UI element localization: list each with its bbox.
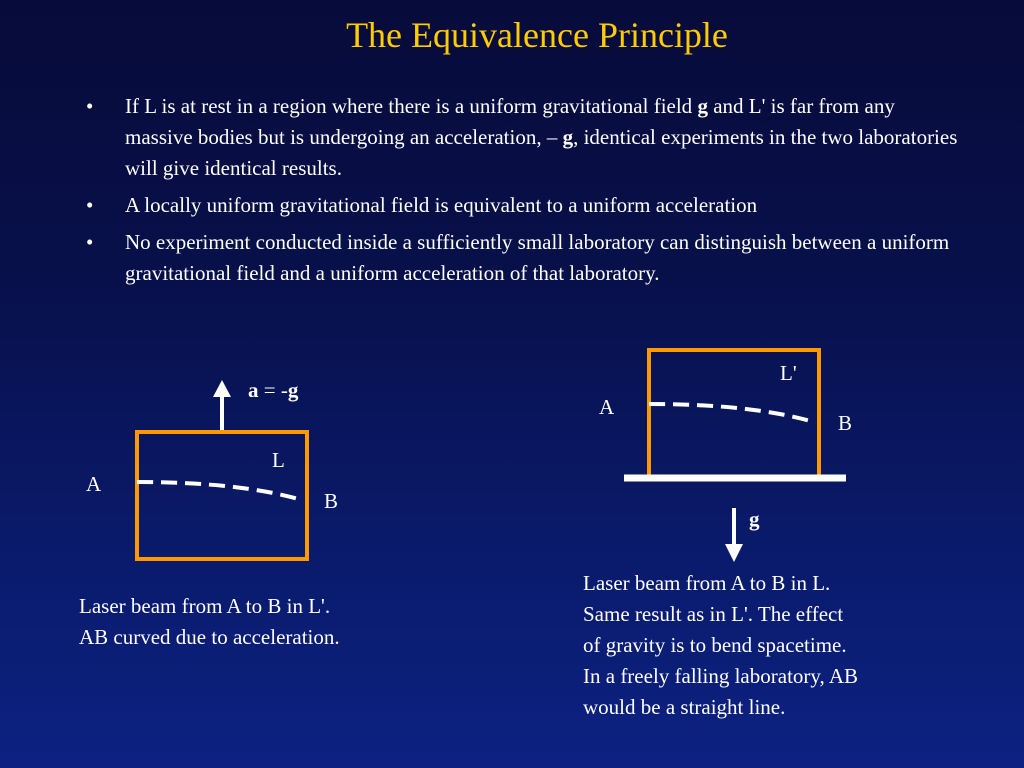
slide-title: The Equivalence Principle <box>346 15 728 55</box>
bullet-text: If L is at rest in a region where there is a uniform gravitational field <box>125 94 698 118</box>
bullet-text: , identical experiments in the two laboratories will give identical results. <box>125 125 958 180</box>
accelerating-lab-diagram <box>86 378 338 559</box>
bullet-dot: • <box>86 193 94 217</box>
laser-beam-curved <box>649 404 814 422</box>
bullet-dot: • <box>86 230 94 254</box>
bold-symbol: g <box>697 94 708 118</box>
bold-symbol: g <box>562 125 574 149</box>
gravity-arrow-head <box>725 544 743 562</box>
bullet-dot: • <box>86 94 94 118</box>
lab-l-label: L <box>272 448 285 472</box>
point-b-label: B <box>838 411 853 435</box>
bullet-text: A locally uniform gravitational field is equivalent to a uniform acceleration <box>125 193 758 217</box>
bullet-text: and L' is far from any massive bodies but is undergoing an acceleration, – <box>125 94 895 149</box>
point-a-label: A <box>86 472 102 496</box>
acceleration-arrow-head <box>213 380 231 397</box>
gravity-label: g <box>749 507 760 531</box>
acceleration-label: a = -g <box>248 378 299 402</box>
gravity-lab-diagram <box>599 350 852 562</box>
laser-beam-curved <box>137 482 302 500</box>
bullet-text: No experiment conducted inside a sufficiently small laboratory can distinguish between a uniform gravitational field and a uniform acceleration of that laboratory. <box>125 230 950 285</box>
right-caption: Laser beam from A to B in L. Same result as in L'. The effect of gravity is to bend spacetime. In a freely falling laboratory, AB would be a straight line. <box>583 571 859 719</box>
lab-l-prime-label: L' <box>780 361 797 385</box>
left-caption: Laser beam from A to B in L'. AB curved due to acceleration. <box>79 594 340 649</box>
point-a-label: A <box>599 395 615 419</box>
point-b-label: B <box>324 489 339 513</box>
